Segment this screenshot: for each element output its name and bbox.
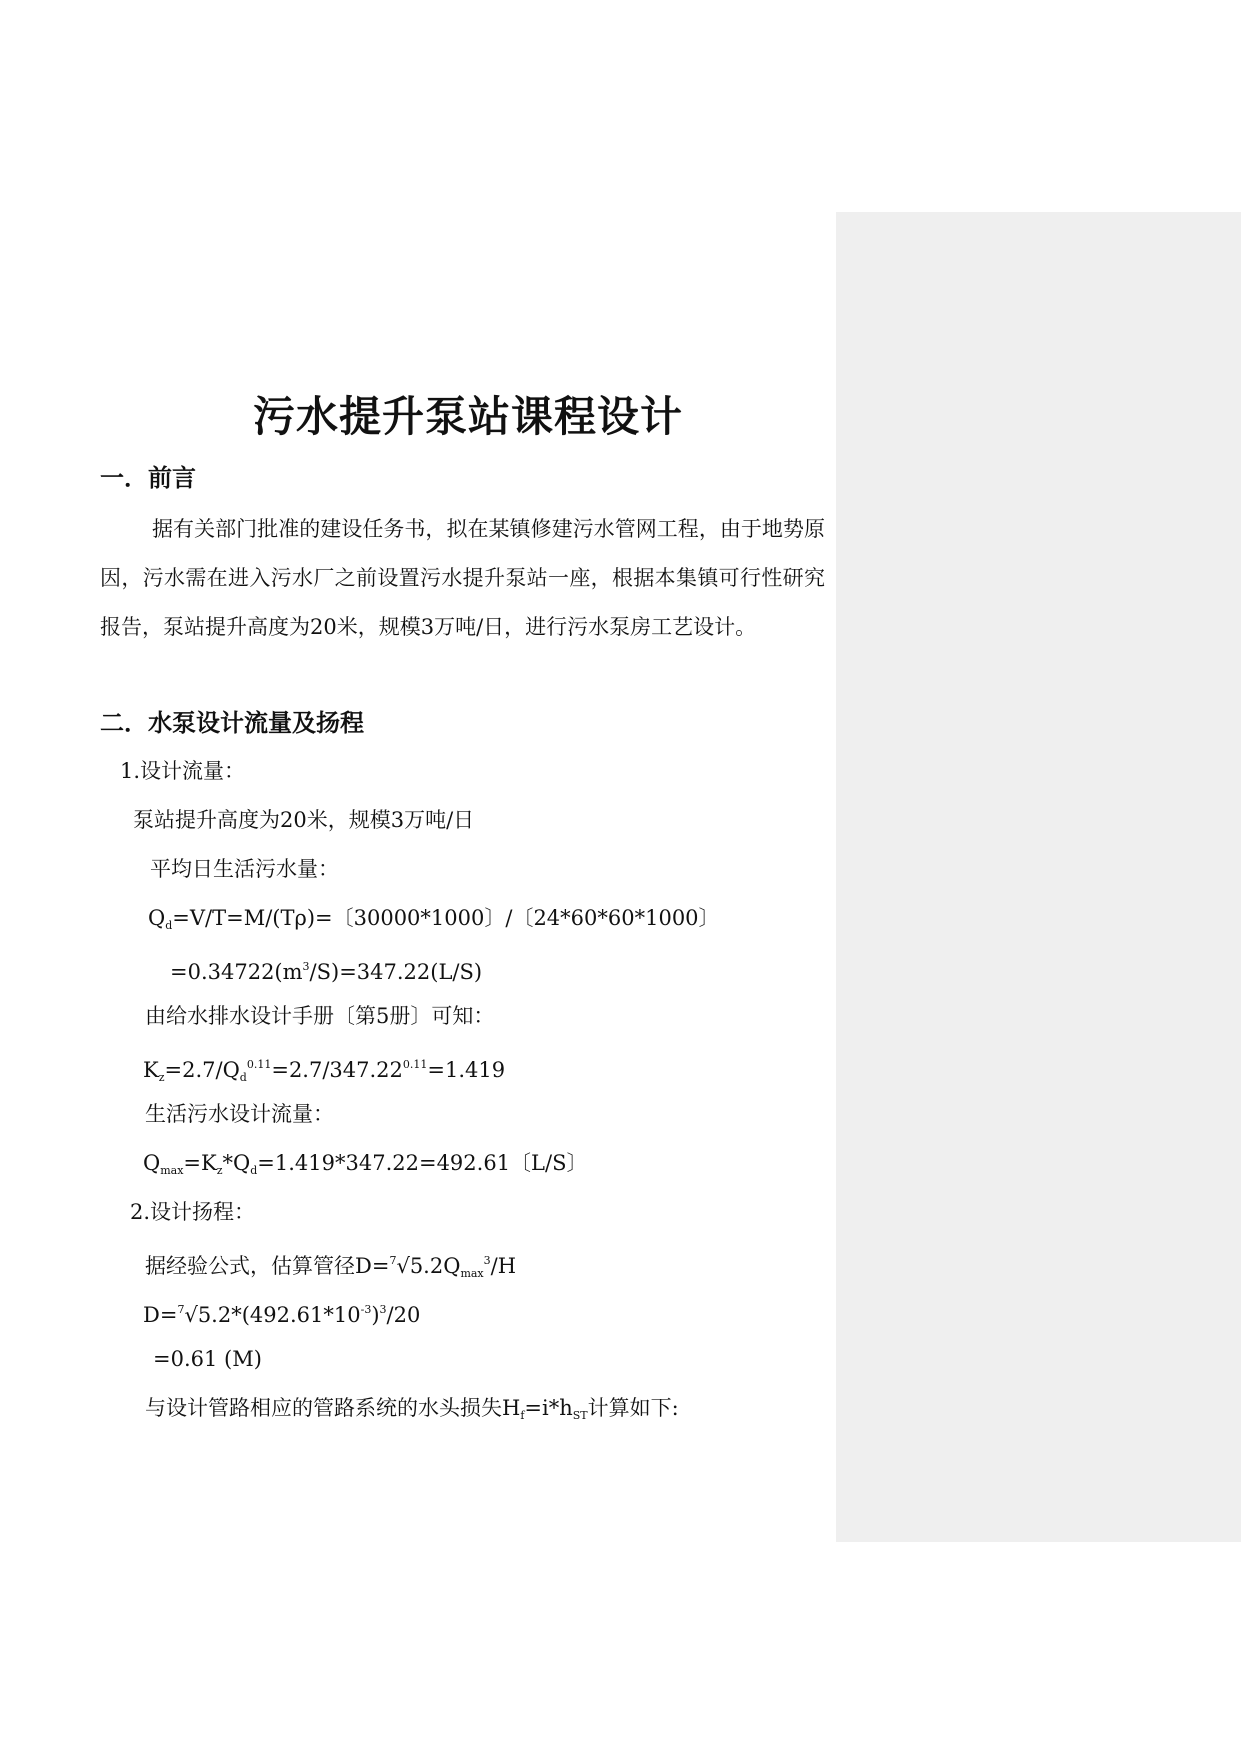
preface-paragraph: 据有关部门批准的建设任务书，拟在某镇修建污水管网工程，由于地势原因，污水需在进入污水厂之前设置污水提升泵站一座，根据本集镇可行性研究报告，泵站提升高度为20米，规模3万吨/日，进行污水泵房工艺设计。	[100, 517, 825, 639]
item-design-flow-label: 1.设计流量：	[120, 759, 246, 783]
formula-diameter-calc: $D=^7√5.2*(492.61*10^{-3})^3/20$	[143, 1303, 421, 1327]
comment-pane	[836, 212, 1241, 1542]
section-heading-preface: 一．前言	[100, 463, 196, 492]
formula-qmax: $Q_{max}=K_z*Q_d=1.419*347.22=492.61$〔L/S〕	[143, 1151, 588, 1177]
text-line: 泵站提升高度为20米，规模3万吨/日	[133, 808, 475, 832]
formula-diameter: 据经验公式，估算管径$D=^7√5.2Q_{max}^3/H$	[145, 1254, 517, 1280]
text-line-head-loss: 与设计管路相应的管路系统的水头损失$H_f=i*h_{ST}$计算如下:	[145, 1396, 679, 1422]
formula-qd-result: $=0.34722(m^3/S)=347.22(L/S)$	[170, 960, 483, 984]
text-line: 生活污水设计流量：	[145, 1102, 334, 1126]
item-design-head-label: 2.设计扬程：	[130, 1200, 256, 1224]
text-line: 平均日生活污水量：	[150, 857, 339, 881]
formula-kz: $K_z=2.7/Q_d^{0.11}=2.7/347.22^{0.11}=1.419$	[143, 1058, 506, 1084]
document-title: 污水提升泵站课程设计	[252, 392, 683, 441]
section-heading-pump-design: 二．水泵设计流量及扬程	[100, 708, 364, 737]
text-line: 由给水排水设计手册〔第5册〕可知：	[145, 1004, 495, 1028]
formula-qd: $Q_d=V/T=M/(T\rho)=$〔30000*1000〕/〔24*60*60*1000〕	[148, 906, 720, 932]
formula-diameter-result: =0.61 (M)	[153, 1347, 262, 1371]
